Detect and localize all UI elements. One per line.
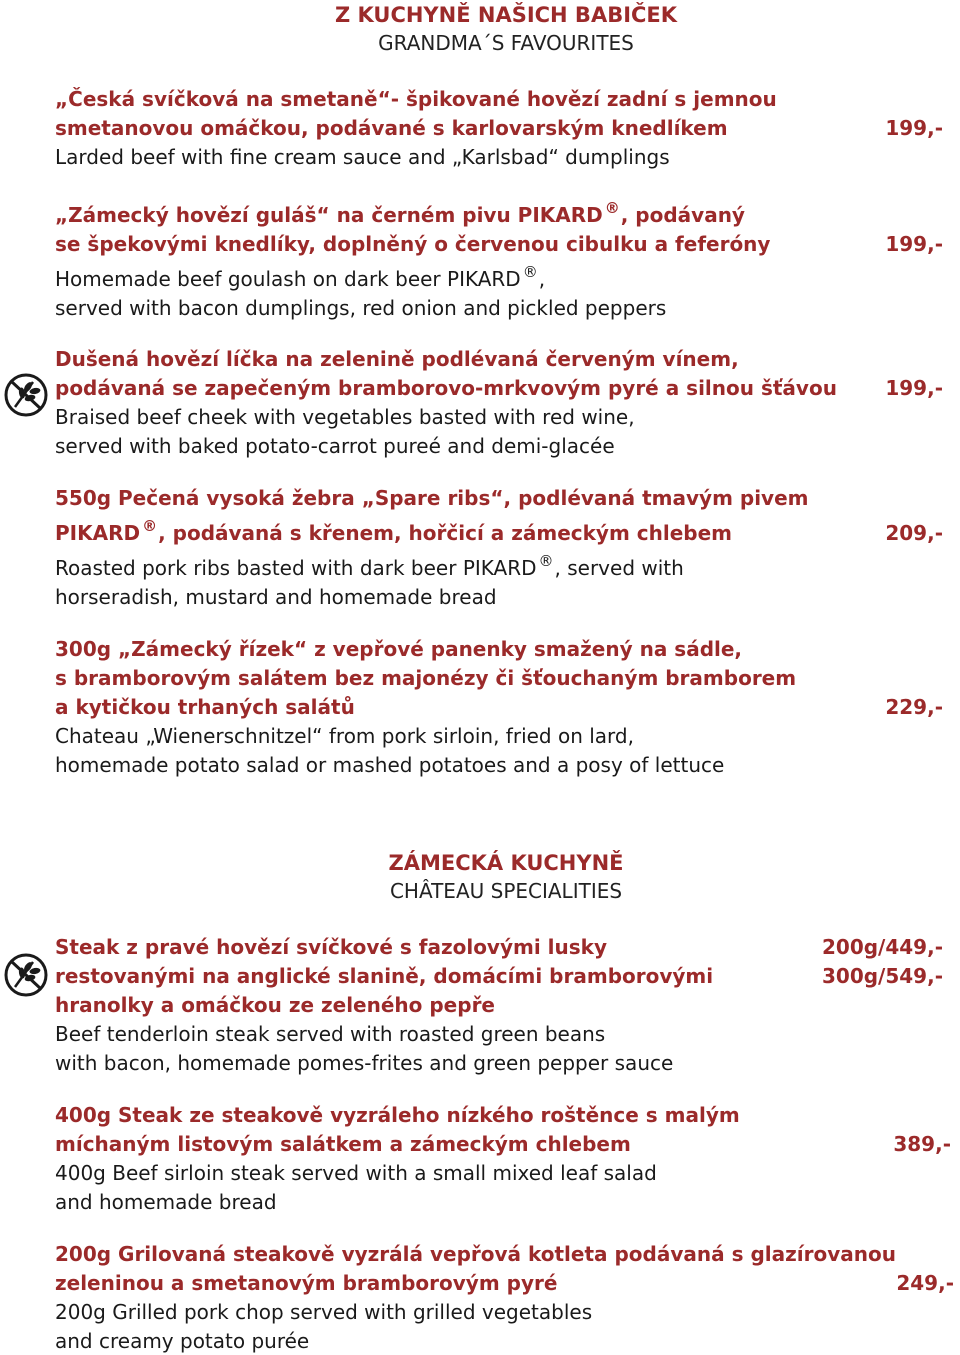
text-part: , podávaný <box>620 203 745 227</box>
dish-name-cz <box>55 517 732 545</box>
dish-price: 199,- <box>885 116 943 140</box>
dish-price: 249,- <box>896 1271 954 1295</box>
dish-name-en: Chateau „Wienerschnitzel“ from pork sirloin, fried on lard, <box>55 724 634 748</box>
dish-price: 300g/549,- <box>821 964 943 988</box>
dish-name-cz: 300g „Zámecký řízek“ z vepřové panenky smažený na sádle, <box>55 637 743 661</box>
registered-mark: ® <box>142 517 158 535</box>
registered-mark: ® <box>522 263 538 281</box>
text-part: Homemade beef goulash on dark beer PIKARD <box>55 267 521 291</box>
text-part: , <box>538 267 546 291</box>
dish-name-en: Larded beef with fine cream sauce and „Karlsbad“ dumplings <box>55 145 670 169</box>
registered-mark: ® <box>604 199 620 217</box>
dish-name-en: Beef tenderloin steak served with roasted green beans <box>55 1022 606 1046</box>
dish-name-cz: 200g Grilovaná steakově vyzrálá vepřová kotleta podávaná s glazírovanou <box>55 1242 896 1266</box>
dish-name-en: served with baked potato-carrot pureé and demi-glacée <box>55 434 615 458</box>
dish-name-cz: se špekovými knedlíky, doplněný o červenou cibulku a feferóny <box>55 232 771 256</box>
dish-name-cz: hranolky a omáčkou ze zeleného pepře <box>55 993 495 1017</box>
dish-name-en: and creamy potato purée <box>55 1329 310 1353</box>
gluten-free-icon <box>3 952 49 998</box>
text-part: , podávaná s křenem, hořčicí a zámeckým chlebem <box>158 521 732 545</box>
dish-name-en: Braised beef cheek with vegetables basted with red wine, <box>55 405 635 429</box>
dish-name-cz: Steak z pravé hovězí svíčkové s fazolovými lusky <box>55 935 608 959</box>
text-part: „Zámecký hovězí guláš“ na černém pivu PIKARD <box>55 203 603 227</box>
dish-name-cz: s bramborovým salátem bez majonézy či šťouchaným bramborem <box>55 666 797 690</box>
registered-mark: ® <box>538 552 554 570</box>
dish-name-cz: „Česká svíčková na smetaně“- špikované hovězí zadní s jemnou <box>55 87 777 111</box>
dish-name-cz: smetanovou omáčkou, podávané s karlovarským knedlíkem <box>55 116 728 140</box>
dish-name-cz: 400g Steak ze steakově vyzráleho nízkého roštěnce s malým <box>55 1103 740 1127</box>
dish-name-en: horseradish, mustard and homemade bread <box>55 585 497 609</box>
dish-price: 229,- <box>885 695 943 719</box>
section-title: Z KUCHYNĚ NAŠICH BABIČEK <box>334 3 678 27</box>
dish-price: 199,- <box>885 232 943 256</box>
dish-price: 209,- <box>885 521 943 545</box>
dish-name-en <box>55 263 546 291</box>
text-part: , served with <box>554 556 684 580</box>
dish-name-en: served with bacon dumplings, red onion and pickled peppers <box>55 296 667 320</box>
dish-name-cz: Dušená hovězí líčka na zelenině podlévaná červeným vínem, <box>55 347 739 371</box>
dish-name-en: 400g Beef sirloin steak served with a small mixed leaf salad <box>55 1161 657 1185</box>
dish-name-en <box>55 552 684 580</box>
dish-name-cz: restovanými na anglické slanině, domácími bramborovými <box>55 964 714 988</box>
dish-price: 200g/449,- <box>821 935 943 959</box>
gluten-free-icon <box>3 372 49 418</box>
text-part: PIKARD <box>55 521 141 545</box>
dish-name-en: homemade potato salad or mashed potatoes and a posy of lettuce <box>55 753 725 777</box>
section-subtitle: GRANDMA´S FAVOURITES <box>378 31 634 55</box>
dish-name-cz: podávaná se zapečeným bramborovo-mrkvovým pyré a silnou šťávou <box>55 376 837 400</box>
section-title: ZÁMECKÁ KUCHYNĚ <box>388 851 624 875</box>
dish-name-cz: zeleninou a smetanovým bramborovým pyré <box>55 1271 558 1295</box>
dish-price: 389,- <box>893 1132 951 1156</box>
text-part: Roasted pork ribs basted with dark beer PIKARD <box>55 556 537 580</box>
dish-name-en: and homemade bread <box>55 1190 277 1214</box>
dish-name-en: 200g Grilled pork chop served with grilled vegetables <box>55 1300 593 1324</box>
dish-price: 199,- <box>885 376 943 400</box>
dish-name-en: with bacon, homemade pomes-frites and green pepper sauce <box>55 1051 674 1075</box>
dish-name-cz <box>55 199 745 227</box>
dish-name-cz: a kytičkou trhaných salátů <box>55 695 355 719</box>
dish-name-cz: míchaným listovým salátkem a zámeckým chlebem <box>55 1132 631 1156</box>
section-subtitle: CHÂTEAU SPECIALITIES <box>389 879 623 903</box>
dish-name-cz: 550g Pečená vysoká žebra „Spare ribs“, podlévaná tmavým pivem <box>55 486 809 510</box>
